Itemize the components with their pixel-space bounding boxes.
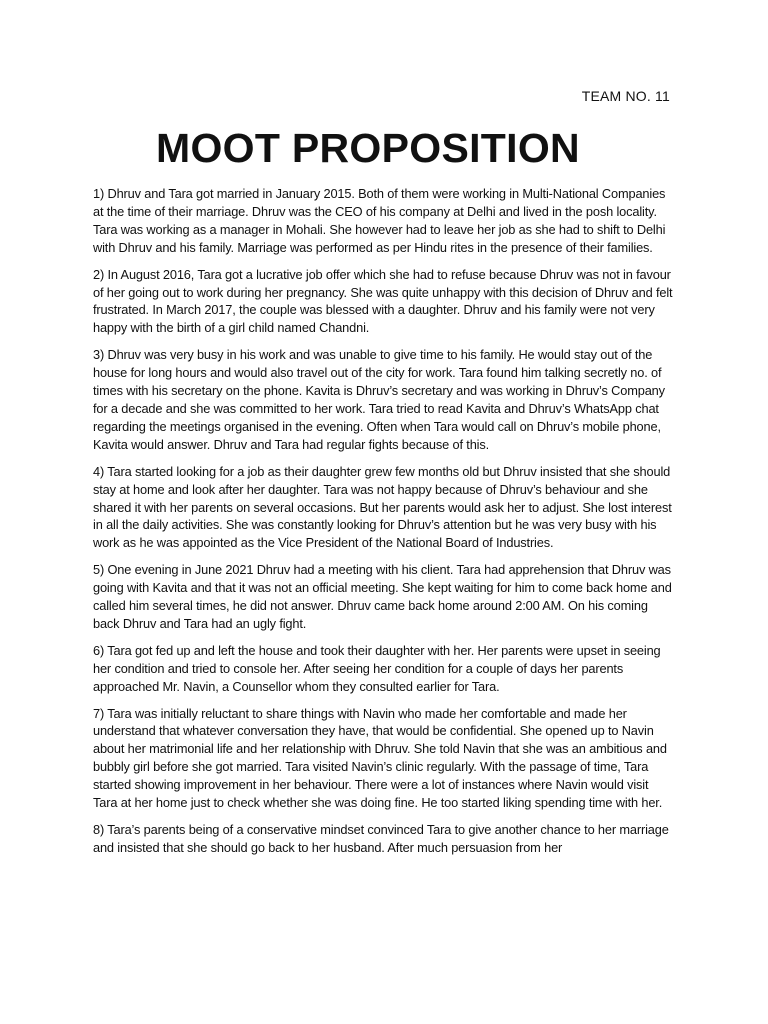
paragraph-2: 2) In August 2016, Tara got a lucrative job offer which she had to refuse because Dhruv was not in favour of her going out to work during her pregnancy. She was quite unhappy with this decision of Dhruv and felt frustrated. In March 2017, the couple was blessed with a daughter. Dhruv and his family were not very happy with the birth of a girl child named Chandni. — [93, 266, 673, 336]
paragraph-5: 5) One evening in June 2021 Dhruv had a meeting with his client. Tara had apprehension that Dhruv was going with Kavita and that it was not an official meeting. She kept waiting for him to come back home and called him several times, he did not answer. Dhruv came back home around 2:00 AM. On his coming back Dhruv and Tara had an ugly fight. — [93, 562, 672, 631]
paragraph-8: 8) Tara’s parents being of a conservative mindset convinced Tara to give another chance to her marriage and insisted that she should go back to her husband. After much persuasion from her — [93, 822, 669, 855]
paragraph-7: 7) Tara was initially reluctant to share things with Navin who made her comfortable and made her understand that whatever conversation they have, that would be confidential. She opened up to Navin about her matrimonial life and her relationship with Dhruv. She told Navin that she was an ambitious and bubbly girl before she got married. Tara visited Navin’s clinic regularly. With the passage of time, Tara started showing improvement in her behaviour. There were a lot of instances where Navin would visit Tara at her home just to check whether she was doing fine. He too started liking spending time with her. — [93, 705, 667, 811]
paragraph-6: 6) Tara got fed up and left the house and took their daughter with her. Her parents were upset in seeing her condition and tried to console her. After seeing her condition for a couple of days her parents approached Mr. Navin, a Counsellor whom they consulted earlier for Tara. — [93, 642, 661, 694]
paragraph-4: 4) Tara started looking for a job as their daughter grew few months old but Dhruv insisted that she should stay at home and look after her daughter. Tara was not happy because of Dhruv’s behaviour and she shared it with her parents on several occasions. But her parents would ask her to adjust. She lost interest in all the daily activities. She was constantly looking for Dhruv’s attention but he was very busy with his work as he was appointed as the Vice President of the National Board of Industries. — [93, 463, 672, 551]
paragraph-3: 3) Dhruv was very busy in his work and was unable to give time to his family. He would stay out of the house for long hours and would also travel out of the city for work. Tara found him talking secretly no. of times with his secretary on the phone. Kavita is Dhruv’s secretary and was working in Dhruv’s Company for a decade and she was committed to her work. Tara tried to read Kavita and Dhruv’s WhatsApp chat regarding the meetings organised in the evening. Often when Tara would call on Dhruv’s mobile phone, Kavita would answer. Dhruv and Tara had regular fights because of this. — [93, 347, 665, 452]
page-title: MOOT PROPOSITION — [156, 125, 580, 171]
paragraph-1: 1) Dhruv and Tara got married in January 2015. Both of them were working in Multi-National Companies at the time of their marriage. Dhruv was the CEO of his company at Delhi and lived in the posh locality. Tara was working as a manager in Mohali. She however had to leave her job as she had to shift to Delhi with Dhruv and his family. Marriage was performed as per Hindu rites in the presence of their families. — [93, 186, 666, 255]
team-number: TEAM NO. 11 — [581, 88, 670, 104]
proposition-body — [93, 185, 675, 866]
